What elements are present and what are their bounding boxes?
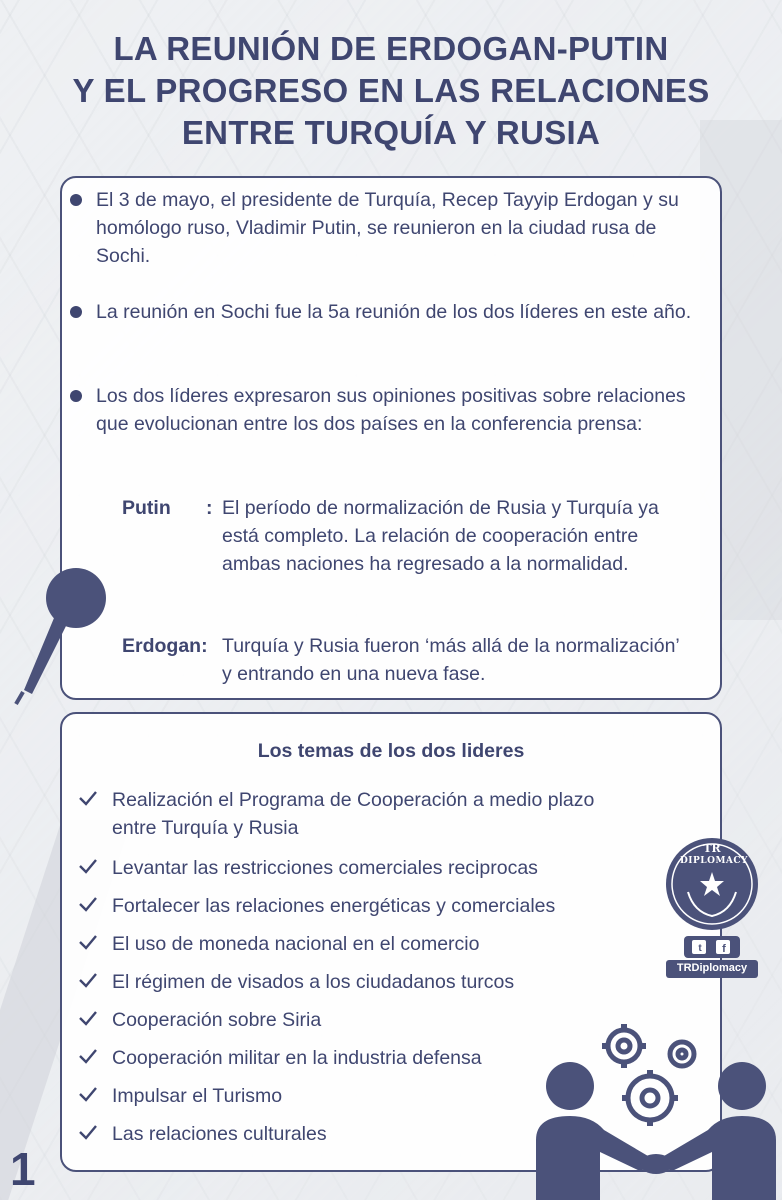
quote-text: Turquía y Rusia fueron ‘más allá de la normalización’ y entrando en una nueva fase. xyxy=(222,635,680,685)
bullet-dot xyxy=(70,390,82,402)
check-icon xyxy=(78,1122,98,1142)
topic-text: Realización el Programa de Cooperación a medio plazo entre Turquía y Rusia xyxy=(112,789,595,839)
topic-text: Cooperación sobre Siria xyxy=(112,1009,322,1031)
facebook-icon[interactable]: f xyxy=(722,943,726,955)
check-icon xyxy=(78,894,98,914)
quote-colon: : xyxy=(206,497,213,519)
title-line: LA REUNIÓN DE ERDOGAN-PUTIN xyxy=(113,30,669,67)
bullet-dot xyxy=(70,194,82,206)
check-icon xyxy=(78,932,98,952)
handshake-icon xyxy=(530,1060,782,1200)
check-icon xyxy=(78,1084,98,1104)
logo-top-text: TR xyxy=(703,842,721,855)
check-icon xyxy=(78,1008,98,1028)
topic-text: El régimen de visados a los ciudadanos turcos xyxy=(112,971,515,993)
twitter-icon[interactable]: t xyxy=(698,943,702,954)
quote-speaker: Erdogan: xyxy=(122,635,208,657)
bullet-dot xyxy=(70,306,82,318)
summary-panel xyxy=(60,176,722,700)
topic-text: El uso de moneda nacional en el comercio xyxy=(112,933,480,955)
bullet-text: Los dos líderes expresaron sus opiniones positivas sobre relaciones que evolucionan entre los dos países en la conferencia prensa: xyxy=(96,385,686,435)
logo-handle: TRDiplomacy xyxy=(676,962,748,974)
bullet-text: La reunión en Sochi fue la 5a reunión de los dos líderes en este año. xyxy=(96,301,692,323)
check-icon xyxy=(78,856,98,876)
topic-text: Impulsar el Turismo xyxy=(112,1085,283,1107)
check-icon xyxy=(78,788,98,808)
quote-text: El período de normalización de Rusia y Turquía ya está completo. La relación de cooperación entre ambas naciones ha regresado a la normalidad. xyxy=(222,497,659,575)
title-line: ENTRE TURQUÍA Y RUSIA xyxy=(181,114,601,151)
topics-title: Los temas de los dos lideres xyxy=(257,740,525,762)
title-line: Y EL PROGRESO EN LAS RELACIONES xyxy=(72,72,710,109)
microphone-icon xyxy=(10,560,110,710)
logo-arc-text: DIPLOMACY xyxy=(680,856,748,866)
page-number: 1 xyxy=(10,1143,36,1195)
topic-text: Levantar las restricciones comerciales reciprocas xyxy=(112,857,538,879)
topic-text: Fortalecer las relaciones energéticas y comerciales xyxy=(112,895,556,917)
quote-speaker: Putin xyxy=(122,497,171,519)
topic-text: Cooperación militar en la industria defensa xyxy=(112,1047,482,1069)
bullet-text: El 3 de mayo, el presidente de Turquía, Recep Tayyip Erdogan y su homólogo ruso, Vladimir Putin, se reunieron en la ciudad rusa de Sochi. xyxy=(96,189,679,267)
check-icon xyxy=(78,970,98,990)
page-title xyxy=(0,28,782,154)
topic-text: Las relaciones culturales xyxy=(112,1123,327,1145)
check-icon xyxy=(78,1046,98,1066)
